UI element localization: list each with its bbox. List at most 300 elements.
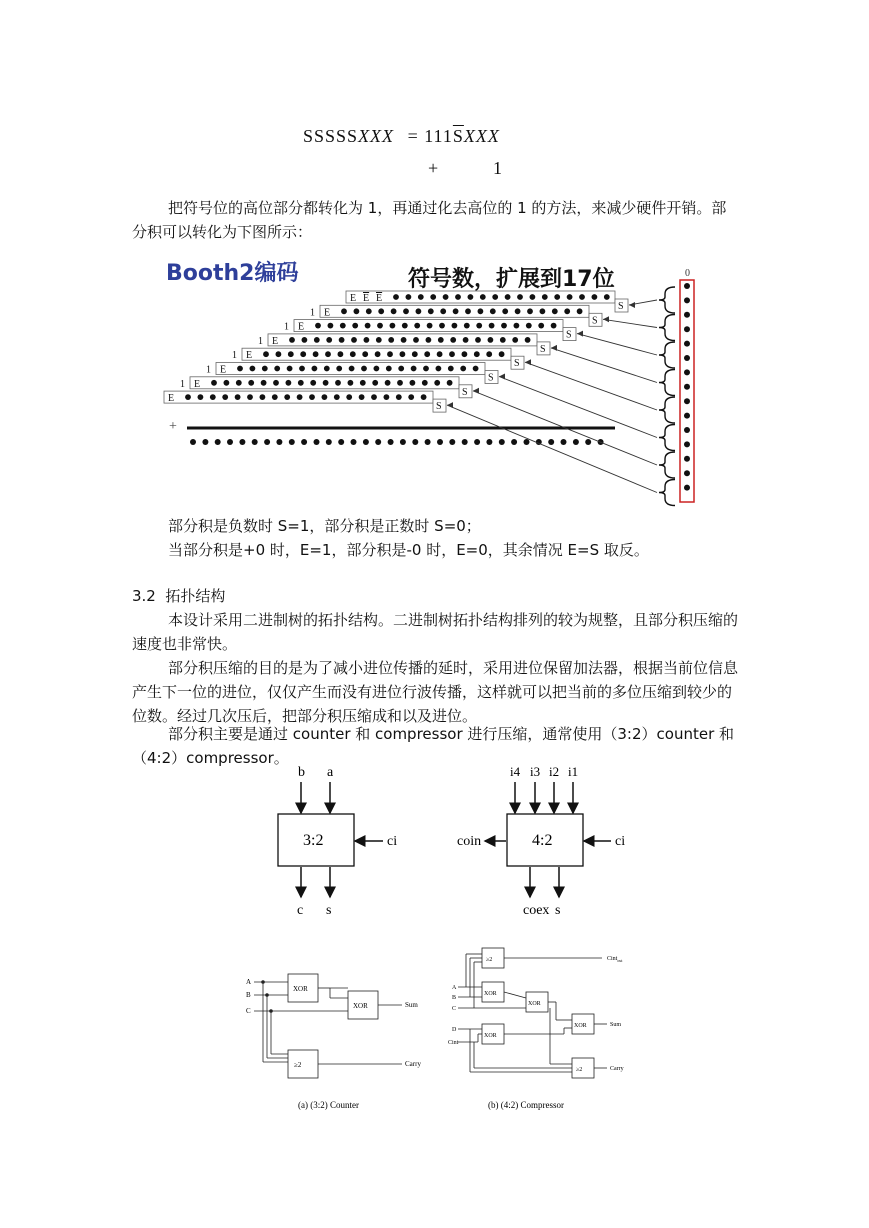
booth-dot xyxy=(222,394,228,400)
paragraph-topology: 本设计采用二进制树的拓扑结构。二进制树拓扑结构排列的较为规整，且部分积压缩的速度也非常快。 xyxy=(132,611,739,653)
booth-dot xyxy=(453,308,459,314)
booth-heading: 符号数，扩展到17位 xyxy=(408,267,615,292)
compressor-carry-label: Carry xyxy=(610,1066,624,1072)
booth-result-dot xyxy=(264,439,270,445)
compressor-gate-diagram xyxy=(448,948,624,1110)
booth-dot xyxy=(400,351,406,357)
booth-dot xyxy=(360,380,366,386)
booth-result-dot xyxy=(524,439,530,445)
booth-dot xyxy=(276,351,282,357)
booth-result-dot xyxy=(573,439,579,445)
booth-brace xyxy=(659,315,675,341)
booth-dot xyxy=(604,294,610,300)
booth-dot xyxy=(261,380,267,386)
paragraph-compression-purpose: 部分积压缩的目的是为了减小进位传播的延时，采用进位保留加法器，根据当前位信息产生下一位的进位，仅仅产生而没有进位行波传播，这样就可以把当前的多位压缩到较少的位数。经过几次压后，把部分积压缩成和以及进位。 xyxy=(132,659,739,725)
booth-dot xyxy=(592,294,598,300)
booth-dot xyxy=(505,294,511,300)
booth-dot xyxy=(351,337,357,343)
counter-compressor-blocks xyxy=(273,764,635,922)
counter-block-label: 3:2 xyxy=(303,832,324,849)
booth-dot xyxy=(300,351,306,357)
counter-xor-2-label: XOR xyxy=(353,1002,368,1010)
compressor-input-cint: Cint xyxy=(448,1040,459,1046)
note-e-bit: 当部分积是+0 时，E=1，部分积是-0 时，E=0，其余情况 E=S 取反。 xyxy=(168,541,649,559)
booth-result-dot xyxy=(239,439,245,445)
booth-dot xyxy=(298,380,304,386)
formula-line-1 xyxy=(303,126,500,147)
booth-arrow-head xyxy=(473,388,479,394)
booth-dot xyxy=(185,394,191,400)
booth-result-dot xyxy=(388,439,394,445)
booth-row-e-letter: E xyxy=(350,293,357,304)
formula-rhs-x: XXX xyxy=(463,126,500,146)
booth-dot xyxy=(273,380,279,386)
booth-column-dot xyxy=(684,312,690,318)
booth-dot xyxy=(430,294,436,300)
booth-dot xyxy=(237,366,243,372)
booth-result-dot xyxy=(412,439,418,445)
booth-column-dot xyxy=(684,384,690,390)
booth-dot xyxy=(449,351,455,357)
booth-dot xyxy=(450,337,456,343)
booth-dot xyxy=(314,337,320,343)
booth-dot xyxy=(309,394,315,400)
booth-s-letter: S xyxy=(618,301,624,312)
booth-dot xyxy=(413,337,419,343)
section-heading xyxy=(132,584,225,608)
booth-dot xyxy=(288,351,294,357)
booth-column-dot xyxy=(684,283,690,289)
booth-dot xyxy=(362,351,368,357)
booth-dot xyxy=(198,394,204,400)
booth-dot xyxy=(385,380,391,386)
booth-dot xyxy=(286,380,292,386)
booth-dot xyxy=(414,323,420,329)
formula-one: 1 xyxy=(493,158,503,178)
booth-dot xyxy=(478,308,484,314)
booth-s-letter: S xyxy=(514,358,520,370)
booth-dot xyxy=(346,394,352,400)
booth-dot xyxy=(403,308,409,314)
booth-dot xyxy=(402,323,408,329)
booth-dot xyxy=(554,294,560,300)
booth-dot xyxy=(398,366,404,372)
booth-rows xyxy=(164,291,628,412)
booth-dot xyxy=(448,366,454,372)
booth-result-dot xyxy=(585,439,591,445)
booth-result-dot xyxy=(276,439,282,445)
booth-column-dot xyxy=(684,369,690,375)
booth-column-dot xyxy=(684,441,690,447)
booth-dot xyxy=(474,351,480,357)
booth-dot xyxy=(421,394,427,400)
booth-arrow-line xyxy=(603,319,657,327)
booth-dot xyxy=(323,380,329,386)
booth-arrow-head xyxy=(603,316,609,322)
booth-s-letter: S xyxy=(566,329,572,341)
booth-result-dot xyxy=(227,439,233,445)
booth-dot xyxy=(517,294,523,300)
booth-dot xyxy=(341,308,347,314)
booth-dot xyxy=(465,308,471,314)
booth-dot xyxy=(315,323,321,329)
booth-column-dot xyxy=(684,470,690,476)
compressor-ge2-top-label: ≥2 xyxy=(486,957,493,963)
booth-dot xyxy=(540,308,546,314)
booth-arrow-head xyxy=(629,302,635,308)
booth-dot xyxy=(247,394,253,400)
note-sign-bit: 部分积是负数时 S=1，部分积是正数时 S=0； xyxy=(168,517,481,535)
booth-dot xyxy=(387,351,393,357)
booth-result-dot xyxy=(474,439,480,445)
booth-column-dot xyxy=(684,398,690,404)
booth-dot xyxy=(250,366,256,372)
compressor-sum-label: Sum xyxy=(610,1022,622,1028)
paragraph-sign-extension: 把符号位的高位部分都转化为 1，再通过化去高位的 1 的方法，来减少硬件开销。部分积可以转化为下图所示： xyxy=(132,199,727,241)
booth-dot xyxy=(499,351,505,357)
booth-braces xyxy=(659,287,675,506)
booth-dot xyxy=(411,366,417,372)
booth-dot xyxy=(324,366,330,372)
booth-dot xyxy=(416,308,422,314)
booth-dot xyxy=(302,337,308,343)
booth-row-one: 1 xyxy=(206,364,211,376)
compressor-in-3: i1 xyxy=(568,764,579,779)
booth-result-dot xyxy=(375,439,381,445)
booth-dot xyxy=(422,380,428,386)
booth-dot xyxy=(236,380,242,386)
booth-result-dot xyxy=(338,439,344,445)
booth-result-dot xyxy=(252,439,258,445)
formula-rhs-sbar: $\overline{S}$ xyxy=(452,126,464,146)
booth-dot xyxy=(297,394,303,400)
booth-row-e-letter: E xyxy=(168,393,175,405)
booth-dot xyxy=(390,323,396,329)
booth-row-e-letter: E xyxy=(298,321,305,333)
booth-brace xyxy=(659,370,675,396)
booth-row-e-letter: E xyxy=(194,378,201,390)
counter-sum-label: Sum xyxy=(405,1001,418,1009)
booth-dot xyxy=(577,308,583,314)
booth-dot xyxy=(210,394,216,400)
booth-brace xyxy=(659,425,675,451)
booth-dot xyxy=(338,351,344,357)
booth-dot xyxy=(386,366,392,372)
compressor-ge2-bottom-label: ≥2 xyxy=(576,1067,583,1073)
compressor-in-1: i3 xyxy=(530,764,541,779)
counter-input-a: A xyxy=(246,978,252,986)
booth-dot xyxy=(401,337,407,343)
counter-in-ci: ci xyxy=(387,834,398,849)
compressor-block-label: 4:2 xyxy=(532,832,553,849)
booth-dot xyxy=(514,323,520,329)
compressor-in-ci: ci xyxy=(615,834,626,849)
booth-result-dot xyxy=(363,439,369,445)
booth-arrow-line xyxy=(525,362,657,410)
booth-dot xyxy=(339,337,345,343)
booth-result-dot xyxy=(289,439,295,445)
counter-ge2 xyxy=(288,1050,318,1078)
booth-dot xyxy=(322,394,328,400)
compressor-cint-out: Cint$_{out}$ xyxy=(607,956,623,963)
booth-brace xyxy=(659,480,675,506)
compressor-in-0: i4 xyxy=(510,764,521,779)
booth-dot xyxy=(501,323,507,329)
booth-dot xyxy=(486,351,492,357)
booth-result-dot xyxy=(301,439,307,445)
booth-dot xyxy=(312,366,318,372)
paragraph-counter-compressor: 部分积主要是通过 counter 和 compressor 进行压缩，通常使用（3:2）counter 和（4:2）compressor。 xyxy=(132,725,735,767)
booth-arrow-head xyxy=(525,359,531,365)
booth-dot xyxy=(289,337,295,343)
booth-column-dot xyxy=(684,485,690,491)
booth-result-dot xyxy=(548,439,554,445)
booth-dot xyxy=(388,337,394,343)
counter-out-s: s xyxy=(326,903,332,918)
booth-dot xyxy=(447,380,453,386)
booth-dot xyxy=(436,366,442,372)
booth-dot xyxy=(366,308,372,314)
booth-dot xyxy=(426,337,432,343)
booth-dot xyxy=(424,351,430,357)
compressor-out-s: s xyxy=(555,903,561,918)
compressor-xor-1-label: XOR xyxy=(484,991,497,997)
formula-lhs-s: SSSSS xyxy=(303,126,359,146)
booth-dot xyxy=(263,351,269,357)
booth-dot xyxy=(391,308,397,314)
counter-input-c: C xyxy=(246,1007,251,1015)
compressor-input-b: B xyxy=(452,995,457,1001)
booth-column-dot xyxy=(684,427,690,433)
formula-lhs-x: XXX xyxy=(358,126,395,146)
booth-result-dot xyxy=(499,439,505,445)
booth-column-dot xyxy=(684,297,690,303)
booth-dot xyxy=(475,337,481,343)
compressor-xor-4-label: XOR xyxy=(484,1033,497,1039)
booth-dot xyxy=(408,394,414,400)
booth-result-dot xyxy=(437,439,443,445)
booth-dot xyxy=(334,394,340,400)
counter-xor-1-label: XOR xyxy=(293,985,308,993)
booth-dot xyxy=(260,394,266,400)
booth-row-one: 1 xyxy=(310,307,315,319)
booth-arrow-head xyxy=(577,331,583,337)
booth-result-dot xyxy=(511,439,517,445)
booth-row-one: 1 xyxy=(258,335,263,347)
booth-result-dot xyxy=(326,439,332,445)
booth-row-one: 1 xyxy=(284,321,289,333)
booth-result-dot xyxy=(314,439,320,445)
booth-dot xyxy=(423,366,429,372)
counter-input-b: B xyxy=(246,991,251,999)
booth-s-letter: S xyxy=(592,315,598,327)
booth-dot xyxy=(235,394,241,400)
booth-brace xyxy=(659,342,675,368)
booth-dot xyxy=(428,308,434,314)
gate-level-diagrams xyxy=(230,934,642,1118)
booth-dot xyxy=(377,323,383,329)
booth-dot xyxy=(480,294,486,300)
compressor-xor-3-label: XOR xyxy=(574,1023,587,1029)
booth-arrow-line xyxy=(577,334,657,355)
booth-dot xyxy=(335,380,341,386)
booth-s-letter: S xyxy=(436,401,442,413)
booth-row-e-letter: E xyxy=(272,335,279,347)
counter-in-a: a xyxy=(327,765,334,780)
booth-dot xyxy=(473,366,479,372)
booth-dot xyxy=(438,337,444,343)
booth-column-dot xyxy=(684,355,690,361)
booth-dot xyxy=(397,380,403,386)
booth-dot xyxy=(462,351,468,357)
booth-dot xyxy=(455,294,461,300)
booth-dot xyxy=(371,394,377,400)
booth-dot xyxy=(313,351,319,357)
booth-result-dot xyxy=(215,439,221,445)
booth-result-dot xyxy=(449,439,455,445)
booth-dot xyxy=(350,351,356,357)
booth-arrows xyxy=(447,300,657,493)
booth-dot xyxy=(512,337,518,343)
compressor-input-c: C xyxy=(452,1006,457,1012)
booth-column-dot xyxy=(684,341,690,347)
booth-row-one: 1 xyxy=(232,350,237,362)
booth-dot xyxy=(325,351,331,357)
booth-brace xyxy=(659,397,675,423)
booth-dot xyxy=(372,380,378,386)
booth-result-dot xyxy=(190,439,196,445)
counter-out-c: c xyxy=(297,903,304,918)
booth-dot xyxy=(284,394,290,400)
compressor-caption: (b) (4:2) Compressor xyxy=(488,1100,564,1110)
booth-dot xyxy=(376,337,382,343)
booth-dot xyxy=(365,323,371,329)
booth-dot xyxy=(393,294,399,300)
section-title: 拓扑结构 xyxy=(165,587,226,605)
booth-dot xyxy=(460,366,466,372)
booth-dot xyxy=(326,337,332,343)
booth-row-e-letter: E xyxy=(246,350,253,362)
booth-dot xyxy=(299,366,305,372)
counter-caption: (a) (3:2) Counter xyxy=(298,1100,359,1110)
booth-dot xyxy=(492,294,498,300)
booth-arrow-head xyxy=(447,402,453,408)
booth-dot xyxy=(374,366,380,372)
booth-column-dot xyxy=(684,326,690,332)
compressor-input-a: A xyxy=(452,985,457,991)
booth-dot xyxy=(224,380,230,386)
booth-dot xyxy=(364,337,370,343)
booth-dot xyxy=(274,366,280,372)
booth-arrow-head xyxy=(499,374,505,380)
booth-dot xyxy=(468,294,474,300)
booth-row-e-letter: E xyxy=(324,307,331,319)
booth-result-dot xyxy=(486,439,492,445)
booth-dot xyxy=(434,380,440,386)
booth-dot xyxy=(440,308,446,314)
booth-dot xyxy=(564,308,570,314)
counter-gate-diagram xyxy=(246,974,421,1110)
booth-column-dot xyxy=(684,413,690,419)
compressor-out-coex: coex xyxy=(523,903,550,918)
booth-dot xyxy=(526,323,532,329)
booth-plus-sign: + xyxy=(169,419,177,434)
booth-brace xyxy=(659,287,675,313)
booth-dot xyxy=(384,394,390,400)
booth-brace xyxy=(659,452,675,478)
booth-dot xyxy=(500,337,506,343)
booth-arrow-line xyxy=(447,405,657,492)
booth-dot xyxy=(490,308,496,314)
booth-result-dot xyxy=(400,439,406,445)
booth-result-dot xyxy=(425,439,431,445)
booth-dot xyxy=(361,366,367,372)
counter-in-b: b xyxy=(298,765,305,780)
booth-dot xyxy=(410,380,416,386)
booth-row-e-letter: E xyxy=(220,364,227,376)
booth-dot xyxy=(437,351,443,357)
booth-dot xyxy=(262,366,268,372)
booth-dot xyxy=(272,394,278,400)
booth-result-dot xyxy=(202,439,208,445)
booth-column-dot xyxy=(684,456,690,462)
booth-dot xyxy=(352,323,358,329)
booth-partial-product-figure xyxy=(160,240,715,510)
booth-dot xyxy=(348,380,354,386)
booth-dot xyxy=(248,380,254,386)
booth-dot xyxy=(287,366,293,372)
booth-dot xyxy=(464,323,470,329)
booth-dot xyxy=(359,394,365,400)
formula-eq: = xyxy=(407,126,419,146)
booth-dot xyxy=(489,323,495,329)
booth-dot xyxy=(375,351,381,357)
booth-s-letter: S xyxy=(462,386,468,398)
counter-carry-label: Carry xyxy=(405,1060,421,1068)
booth-result-dot xyxy=(561,439,567,445)
booth-dot xyxy=(551,323,557,329)
compressor-input-d: D xyxy=(452,1027,457,1033)
booth-dot xyxy=(463,337,469,343)
booth-dot xyxy=(349,366,355,372)
booth-dot xyxy=(340,323,346,329)
booth-dot xyxy=(439,323,445,329)
booth-dot xyxy=(476,323,482,329)
booth-dot xyxy=(530,294,536,300)
booth-arrow-head xyxy=(551,345,557,351)
booth-dot xyxy=(443,294,449,300)
formula-rhs-ones: 111 xyxy=(424,126,453,146)
booth-s-letter: S xyxy=(488,372,494,384)
booth-dot xyxy=(406,294,412,300)
booth-dot xyxy=(452,323,458,329)
compressor-in-2: i2 xyxy=(549,764,560,779)
booth-dot xyxy=(336,366,342,372)
booth-dot xyxy=(418,294,424,300)
booth-dot xyxy=(579,294,585,300)
compressor-out-coin: coin xyxy=(457,834,482,849)
booth-dot xyxy=(310,380,316,386)
booth-dot xyxy=(542,294,548,300)
booth-row-one: 1 xyxy=(180,378,185,390)
formula-plus: + xyxy=(428,158,440,178)
booth-dot xyxy=(378,308,384,314)
booth-dot xyxy=(538,323,544,329)
booth-result-dot xyxy=(351,439,357,445)
booth-dot xyxy=(502,308,508,314)
booth-row-e-letter: E xyxy=(363,293,370,304)
booth-zero-label: 0 xyxy=(685,268,690,279)
